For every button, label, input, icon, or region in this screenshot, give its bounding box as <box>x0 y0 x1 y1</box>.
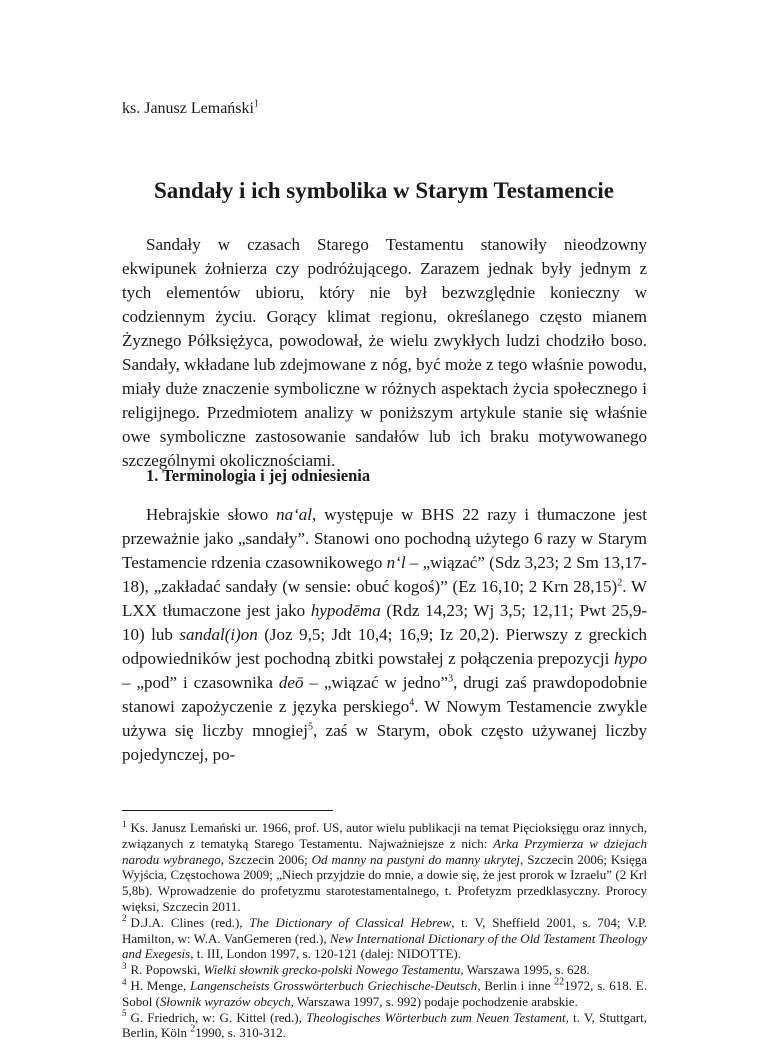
text-run: . W LXX tłumaczone jest jako <box>122 577 647 620</box>
footnote-ref-3[interactable]: 3 <box>448 673 454 685</box>
footnote-1 <box>122 820 647 915</box>
intro-paragraph-block <box>122 233 647 473</box>
footnotes <box>122 820 647 1041</box>
terminology-paragraph-block <box>122 503 647 767</box>
text-run: , t. V, Sheffield 2001, s. 704; V.P. Hamilton, w: W.A. VanGemeren (red.), <box>122 914 647 946</box>
greek-verb: deō <box>278 673 304 692</box>
text-run: R. Popowski, <box>130 962 204 978</box>
edition-number: 22 <box>554 976 565 988</box>
text-run: (Rdz 14,23; Wj 3,5; 12,11; Pwt 25,9-10) lub <box>122 601 647 644</box>
text-run: – „wiązać” (Sdz 3,23; 2 Sm 13,17-18), „zakładać sandały (w sensie: obuć kogoś)” (Ez 16,10; 2 Krn 28,15) <box>122 553 648 596</box>
text-run: 1972, s. 618. E. Sobol ( <box>122 977 648 1009</box>
footnote-5 <box>122 1010 647 1041</box>
text-run: H. Menge, <box>130 977 191 993</box>
book-title: Langenscheists Grosswörterbuch Griechische-Deutsch <box>190 977 478 993</box>
text-run: Ks. Janusz Lemański ur. 1966, prof. US, autor wielu publikacji na temat Pięcioksięgu oraz innych, związanych z tematyką Starego Testamentu. Najważniejsze z nich: <box>122 820 647 851</box>
footnote-number: 4 <box>122 976 127 987</box>
edition-number: 2 <box>190 1024 196 1036</box>
book-title: The Dictionary of Classical Hebrew <box>249 914 452 930</box>
article-title: Sandały i ich symbolika w Starym Testamencie <box>153 178 615 203</box>
text-run: , t. III, London 1997, s. 120-121 (dalej: NIDOTTE). <box>190 946 462 962</box>
footnote-ref-2[interactable]: 2 <box>617 577 623 589</box>
greek-term: sandal(i)on <box>179 625 258 644</box>
text-run: – „pod” i czasownika <box>122 673 279 692</box>
text-run: 1990, s. 310-312. <box>195 1025 286 1041</box>
book-title: Arka Przymierza w dziejach narodu wybranego <box>122 835 647 867</box>
text-run: (Joz 9,5; Jdt 10,4; 16,9; Iz 20,2). Pierwszy z greckich odpowiedników jest pochodną zbitki powstałej z połączenia prepozycji <box>122 625 647 668</box>
hebrew-term: na‘al <box>276 505 313 524</box>
text-run: . W Nowym Testamencie zwykle używa się liczby mnogiej <box>122 697 647 740</box>
book-title: New International Dictionary of the Old Testament Theology and Exegesis <box>122 930 647 962</box>
hebrew-root: n‘l <box>386 553 406 572</box>
intro-paragraph: Sandały w czasach Starego Testamentu stanowiły nieodzowny ekwipunek żołnierza czy podróżującego. Zarazem jednak były jednym z tych elementów ubioru, który nie był bezwzględnie konieczny w codziennym życiu. Gorący klimat regionu, określanego często mianem Żyznego Półksiężyca, powodował, że wielu zwykłych ludzi chodziło boso. Sandały, wkładane lub zdejmowane z nóg, być może z tego właśnie powodu, miały duże znaczenie symboliczne w różnych aspektach życia społecznego i religijnego. Przedmiotem analizy w poniższym artykule stanie się właśnie owe symboliczne zastosowanie sandałów lub ich braku motywowanego szczególnymi okolicznościami. <box>122 235 647 470</box>
greek-preposition: hypo <box>613 649 647 668</box>
text-run: – „wiązać w jedno” <box>303 673 449 692</box>
text-run: , Szczecin 2006; Księga Wyjścia, Częstochowa 2009; „Niech przyjdzie do mnie, a dowie się, że jest prorok w Izraelu” (2 Krl 5,8b). Wprowadzenie do profetyzmu starotestamentalnego, t. Profetyzm przedklasyczny. Prorocy więksi, Szczecin 2011. <box>122 851 647 914</box>
text-run: , drugi zaś prawdopodobnie stanowi zapożyczenie z języka perskiego <box>122 673 647 716</box>
footnote-number: 3 <box>122 960 127 971</box>
footnote-number: 5 <box>122 1008 127 1019</box>
text-run: D.J.A. Clines (red.), <box>130 914 250 930</box>
author-name: ks. Janusz Lemański <box>122 100 254 117</box>
footnote-number: 2 <box>122 913 127 924</box>
author-footnote-ref[interactable]: 1 <box>253 98 259 110</box>
book-title: Słownik wyrazów obcych <box>159 993 291 1009</box>
footnote-3 <box>122 962 647 978</box>
footnote-number: 1 <box>122 818 127 829</box>
text-run: , występuje w BHS 22 razy i tłumaczone jest przeważnie jako „sandały”. Stanowi ono pochodną użytego 6 razy w Starym Testamencie rdzenia czasownikowego <box>122 505 647 572</box>
footnote-2 <box>122 915 647 962</box>
book-title: Theologisches Wörterbuch zum Neuen Testament <box>306 1009 566 1025</box>
author-line <box>122 100 259 118</box>
text-run: , zaś w Starym, obok często używanej liczby pojedynczej, po- <box>122 721 647 764</box>
text-run: , t. V, Stuttgart, Berlin, Köln <box>122 1009 647 1041</box>
greek-term: hypodēma <box>310 601 381 620</box>
text-run: , Berlin i inne <box>477 977 555 993</box>
terminology-paragraph <box>122 503 647 767</box>
text-run: Hebrajskie słowo <box>146 505 277 524</box>
footnote-separator <box>122 810 333 811</box>
text-run: , Warszawa 1997, s. 992) podaje pochodzenie arabskie. <box>290 993 578 1009</box>
footnote-ref-4[interactable]: 4 <box>409 697 415 709</box>
section-heading: 1. Terminologia i jej odniesienia <box>146 466 371 485</box>
text-run: G. Friedrich, w: G. Kittel (red.), <box>130 1009 307 1025</box>
text-run: , Szczecin 2006; <box>220 851 312 867</box>
text-run: , Warszawa 1995, s. 628. <box>460 962 590 978</box>
book-title: Od manny na pustyni do manny ukrytej <box>311 851 521 867</box>
book-title: Wielki słownik grecko-polski Nowego Testamentu <box>203 962 461 978</box>
footnote-ref-5[interactable]: 5 <box>307 721 313 733</box>
